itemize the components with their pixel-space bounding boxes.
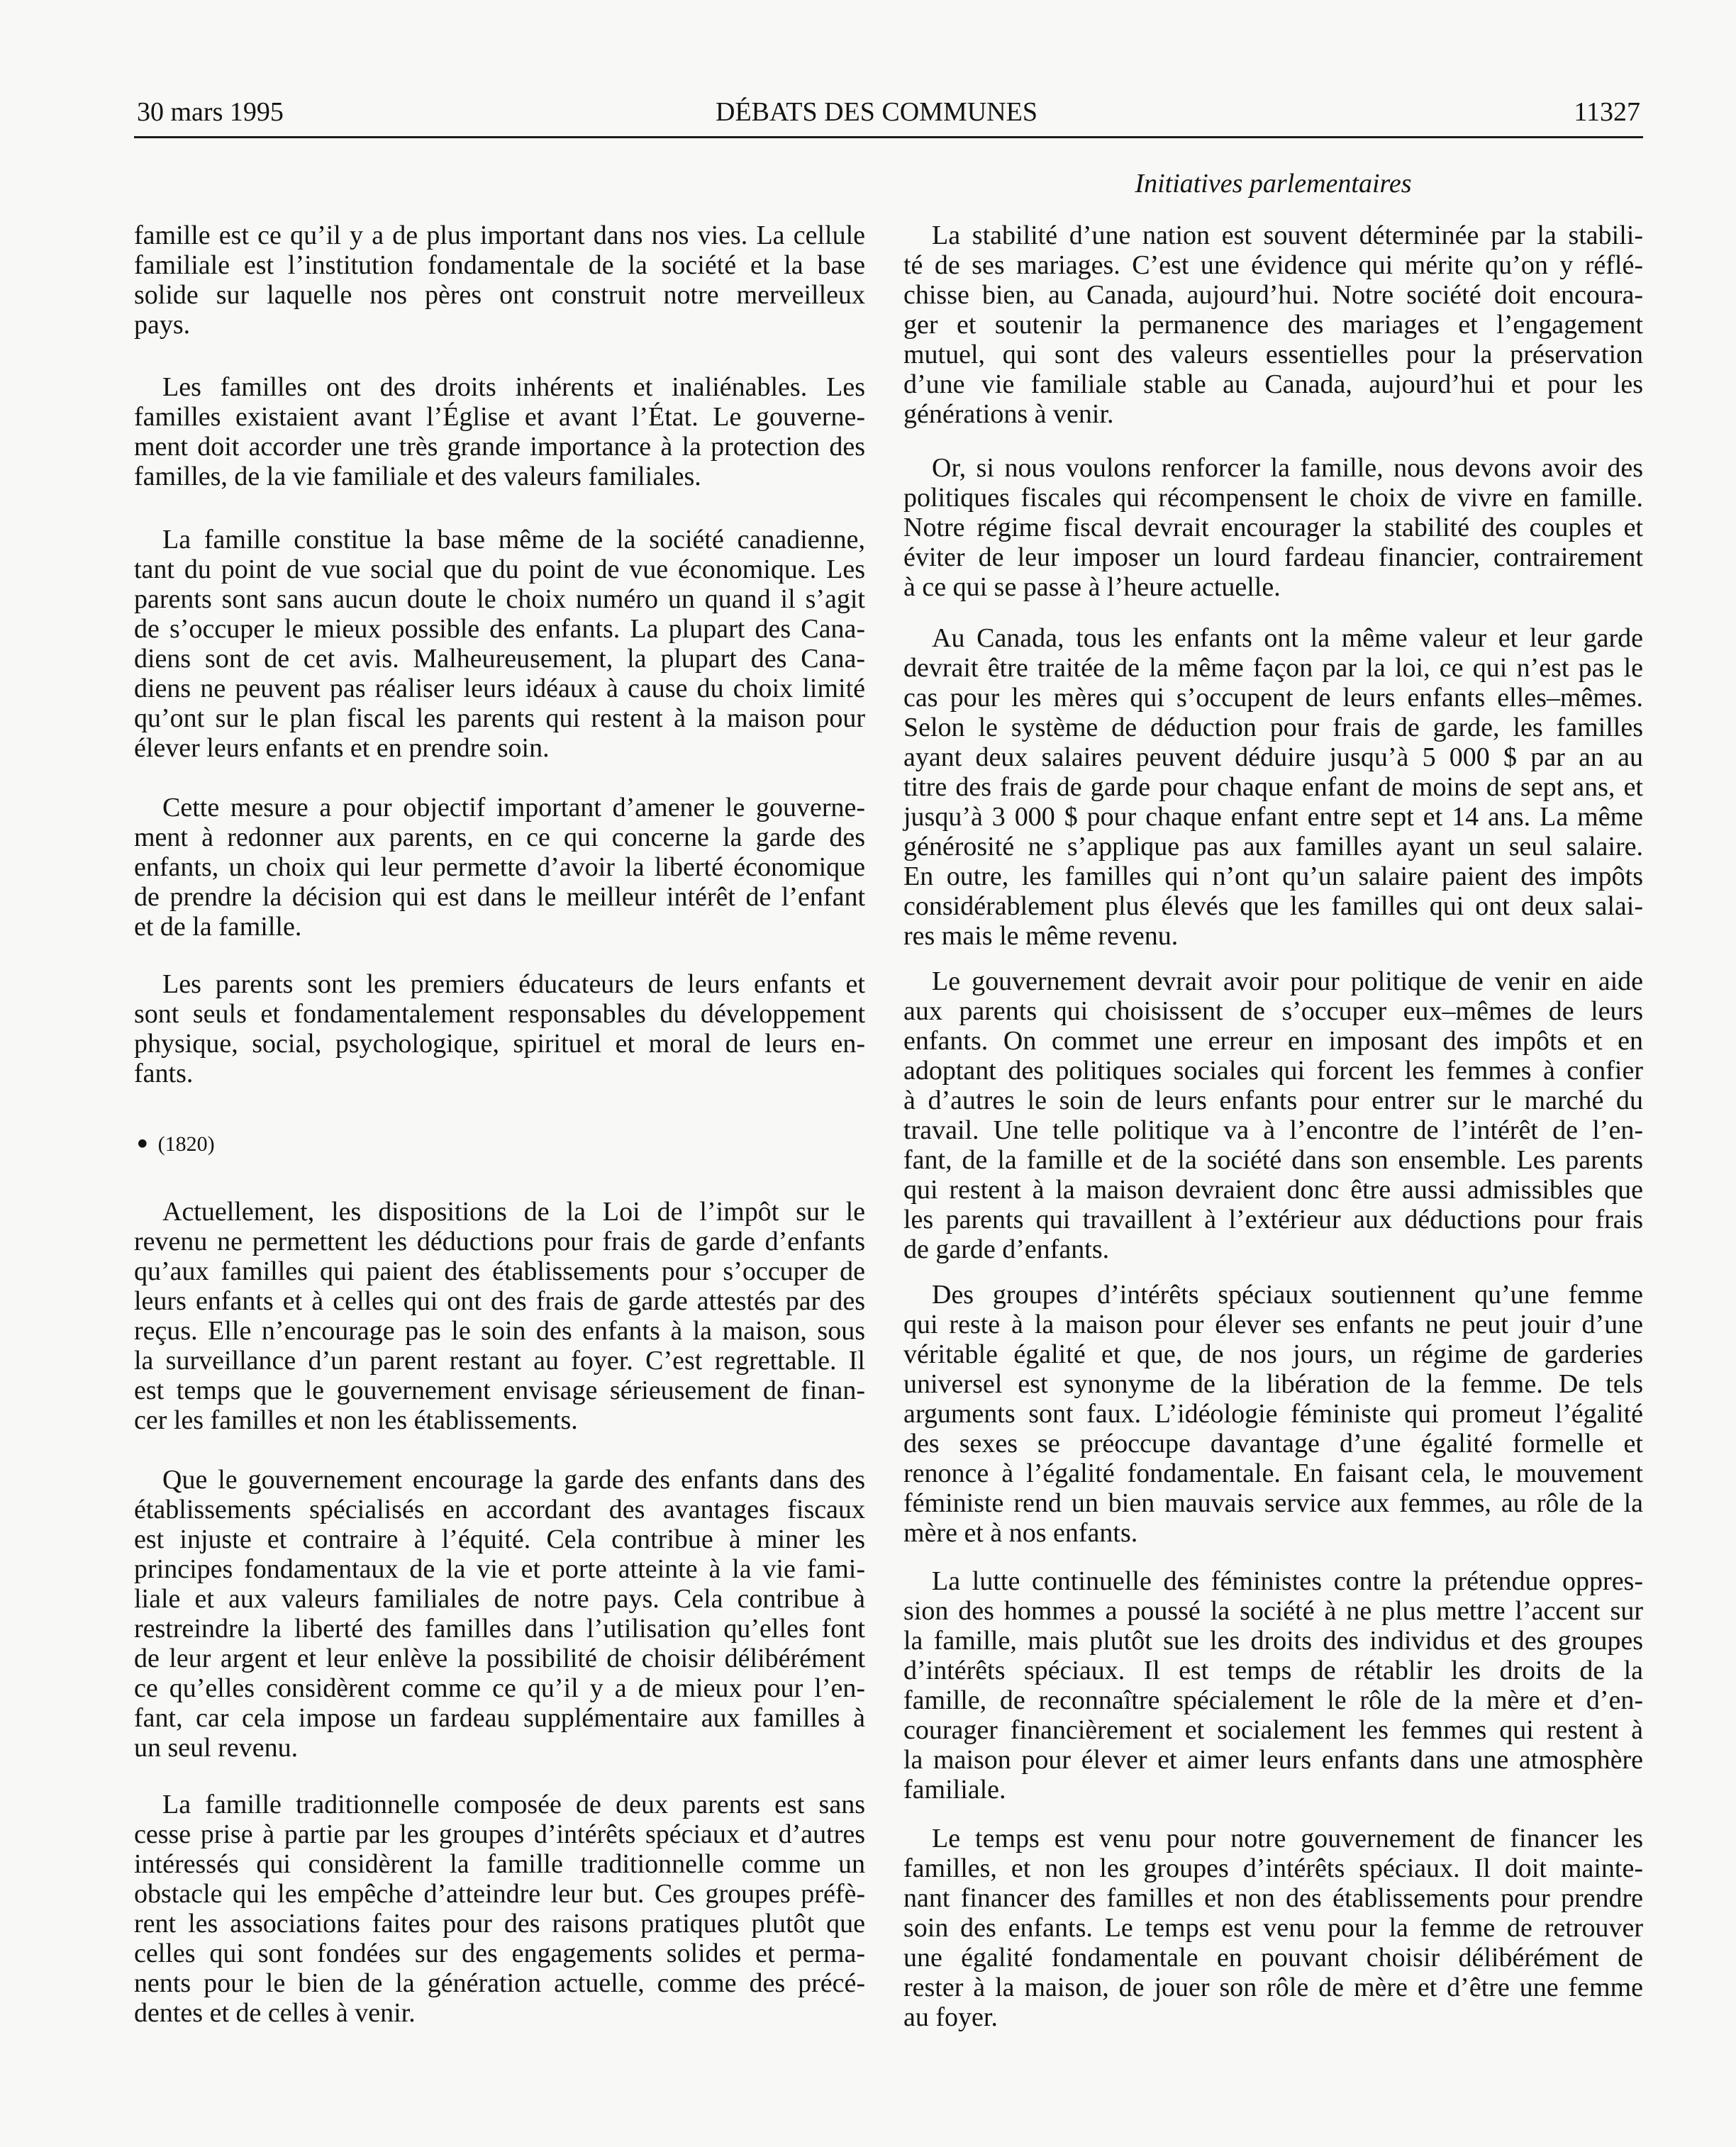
text-line: générosité ne s’applique pas aux familles ayant un seul salaire. xyxy=(903,832,1643,861)
text-line: élever leurs enfants et en prendre soin. xyxy=(134,733,550,763)
text-line: tant du point de vue social que du point de vue économique. Les xyxy=(134,554,865,584)
text-line: Le gouvernement devrait avoir pour politique de venir en aide xyxy=(932,966,1643,996)
text-line: familiale. xyxy=(903,1775,1006,1805)
paragraph xyxy=(903,1824,1643,2032)
paragraph xyxy=(134,1790,865,2028)
text-line: générations à venir. xyxy=(903,399,1114,429)
paragraph xyxy=(903,1566,1643,1805)
text-line: adoptant des politiques sociales qui forcent les femmes à confier xyxy=(903,1056,1643,1086)
text-line: cesse prise à partie par les groupes d’intérêts spéciaux et d’autres xyxy=(134,1819,865,1849)
text-line: celles qui sont fondées sur des engagements solides et perma- xyxy=(134,1939,865,1968)
text-line: cer les familles et non les établissements. xyxy=(134,1405,578,1435)
text-line: Or, si nous voulons renforcer la famille, nous devons avoir des xyxy=(932,453,1643,483)
text-line: arguments sont faux. L’idéologie féministe qui promeut l’égalité xyxy=(903,1399,1643,1429)
text-line: dentes et de celles à venir. xyxy=(134,1998,416,2028)
text-line: sion des hommes a poussé la société à ne plus mettre l’accent sur xyxy=(903,1596,1643,1626)
text-line: diens sont de cet avis. Malheureusement, la plupart des Cana- xyxy=(134,644,865,674)
text-line: physique, social, psychologique, spirituel et moral de leurs en- xyxy=(134,1029,865,1059)
time-marker xyxy=(134,1130,215,1159)
text-line: nents pour le bien de la génération actuelle, comme des précé- xyxy=(134,1968,865,1998)
text-line: La famille constitue la base même de la société canadienne, xyxy=(162,525,865,554)
text-line: est temps que le gouvernement envisage sérieusement de finan- xyxy=(134,1376,865,1405)
text-line: ger et soutenir la permanence des mariages et l’engagement xyxy=(903,310,1643,340)
text-line: reçus. Elle n’encourage pas le soin des enfants à la maison, sous xyxy=(134,1316,865,1346)
text-line: familiale est l’institution fondamentale de la société et la base xyxy=(134,250,865,280)
text-line: renonce à l’égalité fondamentale. En faisant cela, le mouvement xyxy=(903,1459,1643,1488)
text-line: les parents qui travaillent à l’extérieur aux déductions pour frais xyxy=(903,1205,1643,1234)
paragraph xyxy=(903,221,1643,429)
text-line: liale et aux valeurs familiales de notre pays. Cela contribue à xyxy=(134,1584,865,1614)
text-line: solide sur laquelle nos pères ont construit notre merveilleux xyxy=(134,280,865,310)
text-line: véritable égalité et que, de nos jours, un régime de garderies xyxy=(903,1339,1643,1369)
text-line: de garde d’enfants. xyxy=(903,1234,1110,1264)
left-column xyxy=(134,0,865,2147)
text-line: ce qu’elles considèrent comme ce qu’il y a de mieux pour l’en- xyxy=(134,1673,865,1703)
text-line: féministe rend un bien mauvais service aux femmes, au rôle de la xyxy=(903,1488,1643,1518)
text-line: La famille traditionnelle composée de deux parents est sans xyxy=(162,1790,865,1819)
text-line: La stabilité d’une nation est souvent déterminée par la stabili- xyxy=(932,221,1643,250)
paragraph xyxy=(903,453,1643,602)
paragraph xyxy=(134,221,865,340)
text-line: et de la famille. xyxy=(134,912,302,942)
text-line: nant financer des familles et non des établissements pour prendre xyxy=(903,1883,1643,1913)
text-line: rent les associations faites pour des raisons pratiques plutôt que xyxy=(134,1909,865,1939)
text-line: des sexes se préoccupe davantage d’une égalité formelle et xyxy=(903,1429,1643,1459)
text-line: qu’aux familles qui paient des établissements pour s’occuper de xyxy=(134,1256,865,1286)
text-line: principes fondamentaux de la vie et porte atteinte à la vie fami- xyxy=(134,1554,865,1584)
paragraph xyxy=(134,372,865,491)
time-marker-bullet: • xyxy=(134,1128,151,1161)
text-line: universel est synonyme de la libération de la femme. De tels xyxy=(903,1369,1643,1399)
text-line: té de ses mariages. C’est une évidence qui mérite qu’on y réflé- xyxy=(903,250,1643,280)
text-line: est injuste et contraire à l’équité. Cela contribue à miner les xyxy=(134,1524,865,1554)
text-line: res mais le même revenu. xyxy=(903,921,1179,951)
text-line: fant, car cela impose un fardeau supplémentaire aux familles à xyxy=(134,1703,865,1733)
text-line: pays. xyxy=(134,310,191,340)
text-line: fants. xyxy=(134,1059,194,1088)
text-line: un seul revenu. xyxy=(134,1733,299,1763)
paragraph xyxy=(903,966,1643,1264)
header-page-number: 11327 xyxy=(1574,97,1640,127)
text-line: qui reste à la maison pour élever ses enfants ne peut jouir d’une xyxy=(903,1310,1643,1339)
text-line: intéressés qui considèrent la famille traditionnelle comme un xyxy=(134,1849,865,1879)
text-line: enfants. On commet une erreur en imposant des impôts et en xyxy=(903,1026,1643,1056)
text-line: soin des enfants. Le temps est venu pour la femme de retrouver xyxy=(903,1913,1643,1943)
text-line: Que le gouvernement encourage la garde des enfants dans des xyxy=(162,1465,865,1495)
text-line: familles existaient avant l’Église et avant l’État. Le gouverne- xyxy=(134,402,865,432)
text-line: famille, de reconnaître spécialement le rôle de la mère et d’en- xyxy=(903,1685,1643,1715)
text-line: à d’autres le soin de leurs enfants pour entrer sur le marché du xyxy=(903,1086,1643,1115)
text-line: la famille, mais plutôt sue les droits des individus et des groupes xyxy=(903,1626,1643,1656)
text-line: courager financièrement et socialement les femmes qui restent à xyxy=(903,1715,1643,1745)
text-line: La lutte continuelle des féministes contre la prétendue oppres- xyxy=(932,1566,1643,1596)
header-title: DÉBATS DES COMMUNES xyxy=(716,97,1037,127)
text-line: établissements spécialisés en accordant des avantages fiscaux xyxy=(134,1495,865,1524)
section-heading: Initiatives parlementaires xyxy=(1135,169,1412,199)
text-line: ment à redonner aux parents, en ce qui concerne la garde des xyxy=(134,822,865,852)
text-line: ment doit accorder une très grande importance à la protection des xyxy=(134,432,865,462)
text-line: à ce qui se passe à l’heure actuelle. xyxy=(903,572,1281,602)
text-line: ayant deux salaires peuvent déduire jusqu’à 5 000 $ par an au xyxy=(903,742,1643,772)
text-line: Au Canada, tous les enfants ont la même valeur et leur garde xyxy=(932,623,1643,653)
text-line: sont seuls et fondamentalement responsables du développement xyxy=(134,999,865,1029)
text-line: Actuellement, les dispositions de la Loi de l’impôt sur le xyxy=(162,1197,865,1227)
text-line: une égalité fondamentale en pouvant choisir délibérément de xyxy=(903,1943,1643,1973)
text-line: devrait être traitée de la même façon par la loi, ce qui n’est pas le xyxy=(903,653,1643,683)
text-line: mutuel, qui sont des valeurs essentielles pour la préservation xyxy=(903,340,1643,369)
paragraph xyxy=(134,1197,865,1435)
text-line: d’une vie familiale stable au Canada, aujourd’hui et pour les xyxy=(903,369,1643,399)
text-line: de leur argent et leur enlève la possibilité de choisir délibérément xyxy=(134,1644,865,1673)
text-line: leurs enfants et à celles qui ont des frais de garde attestés par des xyxy=(134,1286,865,1316)
text-line: Les familles ont des droits inhérents et inaliénables. Les xyxy=(162,372,865,402)
text-line: Notre régime fiscal devrait encourager la stabilité des couples et xyxy=(903,513,1643,542)
text-line: de prendre la décision qui est dans le meilleur intérêt de l’enfant xyxy=(134,882,865,912)
text-line: qu’ont sur le plan fiscal les parents qui restent à la maison pour xyxy=(134,703,865,733)
text-line: famille est ce qu’il y a de plus important dans nos vies. La cellule xyxy=(134,221,865,250)
text-line: jusqu’à 3 000 $ pour chaque enfant entre sept et 14 ans. La même xyxy=(903,802,1643,832)
paragraph xyxy=(134,525,865,763)
header-date: 30 mars 1995 xyxy=(137,97,284,127)
time-marker-time: (1820) xyxy=(157,1132,215,1156)
text-line: Selon le système de déduction pour frais de garde, les familles xyxy=(903,713,1643,742)
paragraph xyxy=(903,623,1643,951)
text-line: rester à la maison, de jouer son rôle de mère et d’être une femme xyxy=(903,1973,1643,2002)
text-line: Cette mesure a pour objectif important d’amener le gouverne- xyxy=(162,793,865,822)
text-line: de s’occuper le mieux possible des enfants. La plupart des Cana- xyxy=(134,614,865,644)
text-line: familles, et non les groupes d’intérêts spéciaux. Il doit mainte- xyxy=(903,1853,1643,1883)
text-line: au foyer. xyxy=(903,2002,998,2032)
text-line: éviter de leur imposer un lourd fardeau financier, contrairement xyxy=(903,542,1643,572)
text-line: revenu ne permettent les déductions pour frais de garde d’enfants xyxy=(134,1227,865,1256)
text-line: qui restent à la maison devraient donc être aussi admissibles que xyxy=(903,1175,1643,1205)
text-line: restreindre la liberté des familles dans l’utilisation qu’elles font xyxy=(134,1614,865,1644)
text-line: mère et à nos enfants. xyxy=(903,1518,1138,1548)
text-line: la surveillance d’un parent restant au foyer. C’est regrettable. Il xyxy=(134,1346,865,1376)
text-line: familles, de la vie familiale et des valeurs familiales. xyxy=(134,462,701,491)
text-line: d’intérêts spéciaux. Il est temps de rétablir les droits de la xyxy=(903,1656,1643,1685)
text-line: parents sont sans aucun doute le choix numéro un quand il s’agit xyxy=(134,584,865,614)
paragraph xyxy=(134,793,865,942)
paragraph xyxy=(134,1465,865,1763)
text-line: cas pour les mères qui s’occupent de leurs enfants elles–mêmes. xyxy=(903,683,1643,713)
text-line: chisse bien, au Canada, aujourd’hui. Notre société doit encoura- xyxy=(903,280,1643,310)
right-column xyxy=(903,0,1643,2147)
text-line: Le temps est venu pour notre gouvernement de financer les xyxy=(932,1824,1643,1853)
text-line: enfants, un choix qui leur permette d’avoir la liberté économique xyxy=(134,852,865,882)
paragraph xyxy=(903,1280,1643,1548)
text-line: En outre, les familles qui n’ont qu’un salaire paient des impôts xyxy=(903,861,1643,891)
paragraph xyxy=(134,969,865,1088)
text-line: la maison pour élever et aimer leurs enfants dans une atmosphère xyxy=(903,1745,1643,1775)
text-line: considérablement plus élevés que les familles qui ont deux salai- xyxy=(903,891,1643,921)
text-line: fant, de la famille et de la société dans son ensemble. Les parents xyxy=(903,1145,1643,1175)
text-line: Des groupes d’intérêts spéciaux soutiennent qu’une femme xyxy=(932,1280,1643,1310)
text-line: aux parents qui choisissent de s’occuper eux–mêmes de leurs xyxy=(903,996,1643,1026)
text-line: Les parents sont les premiers éducateurs de leurs enfants et xyxy=(162,969,865,999)
text-line: obstacle qui les empêche d’atteindre leur but. Ces groupes préfè- xyxy=(134,1879,865,1909)
text-line: diens ne peuvent pas réaliser leurs idéaux à cause du choix limité xyxy=(134,674,865,703)
text-line: politiques fiscales qui récompensent le choix de vivre en famille. xyxy=(903,483,1643,513)
text-line: titre des frais de garde pour chaque enfant de moins de sept ans, et xyxy=(903,772,1643,802)
text-line: travail. Une telle politique va à l’encontre de l’intérêt de l’en- xyxy=(903,1115,1643,1145)
